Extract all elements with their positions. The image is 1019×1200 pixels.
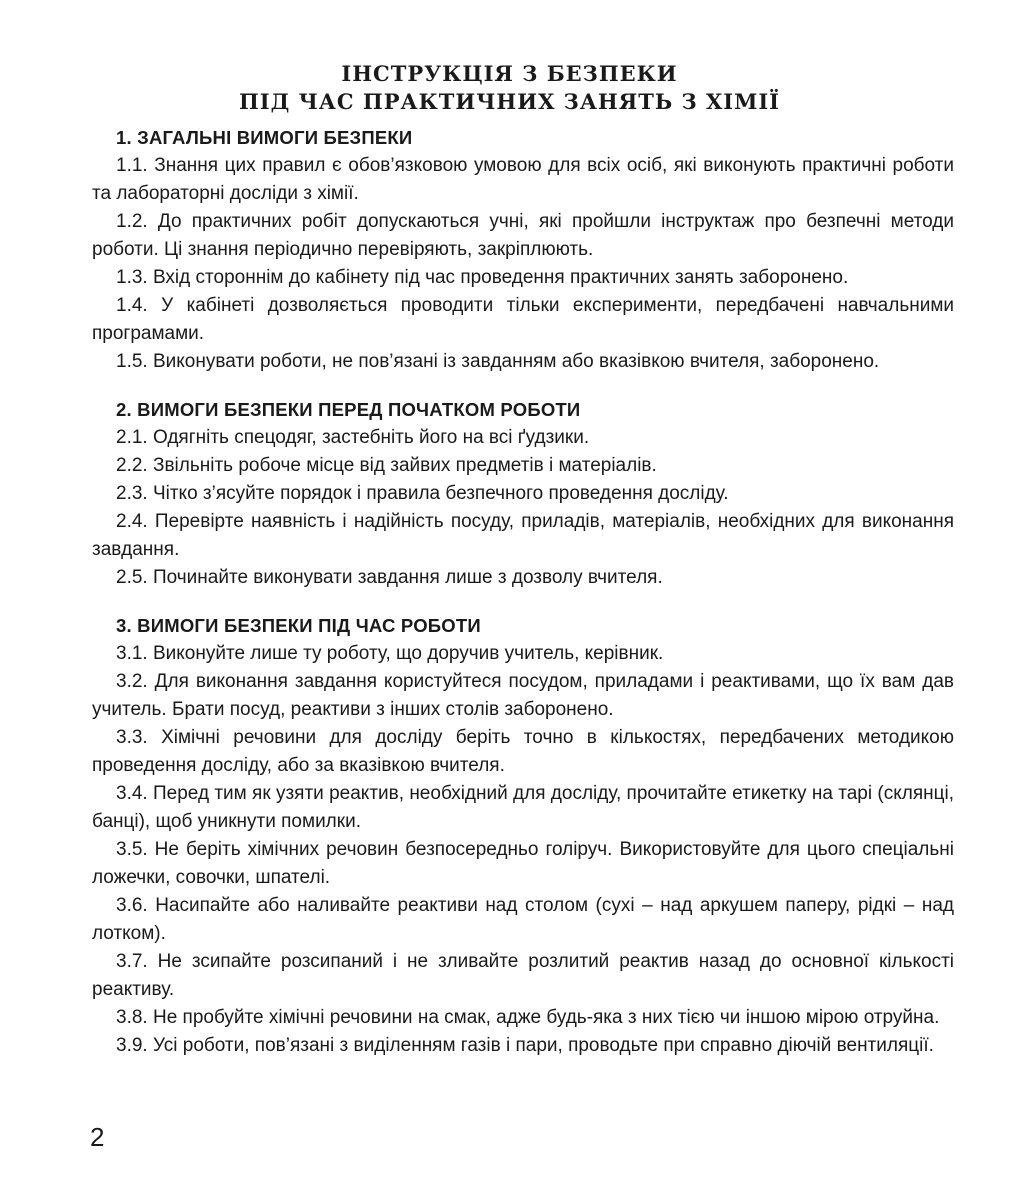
list-item: 1.3. Вхід стороннім до кабінету під час проведення практичних занять заборонено. — [116, 267, 849, 288]
list-item: 3.8. Не пробуйте хімічні речовини на смак, адже будь-яка з них тією чи іншою мірою отруйна. — [116, 1007, 940, 1028]
list-item: 2.3. Чітко з’ясуйте порядок і правила безпечного проведення досліду. — [116, 483, 729, 504]
section-before-work — [92, 396, 954, 592]
list-item: 2.1. Одягніть спецодяг, застебніть його на всі ґудзики. — [116, 427, 590, 448]
page-number: 2 — [90, 1122, 105, 1152]
list-item: 3.7. Не зсипайте розсипаний і не зливайте розлитий реактив назад до основної кількості реактиву. — [92, 951, 954, 1000]
list-item: 2.2. Звільніть робоче місце від зайвих предметів і матеріалів. — [116, 455, 657, 476]
document-body — [92, 124, 954, 1060]
section-during-work — [92, 612, 954, 1060]
document-title-line-2: ПІД ЧАС ПРАКТИЧНИХ ЗАНЯТЬ З ХІМІЇ — [238, 89, 781, 114]
list-item: 2.4. Перевірте наявність і надійність посуду, приладів, матеріалів, необхідних для виконання завдання. — [92, 511, 954, 560]
document-title-line-1: ІНСТРУКЦІЯ З БЕЗПЕКИ — [341, 61, 678, 86]
section-heading: 1. ЗАГАЛЬНІ ВИМОГИ БЕЗПЕКИ — [116, 127, 413, 148]
list-item: 3.6. Насипайте або наливайте реактиви над столом (сухі – над аркушем паперу, рідкі – над лотком). — [92, 895, 954, 944]
list-item: 3.5. Не беріть хімічних речовин безпосередньо голіруч. Використовуйте для цього спеціальні ложечки, совочки, шпателі. — [92, 839, 954, 888]
list-item: 3.4. Перед тим як узяти реактив, необхідний для досліду, прочитайте етикетку на тарі (склянці, банці), щоб уникнути помилки. — [92, 783, 954, 832]
section-heading: 2. ВИМОГИ БЕЗПЕКИ ПЕРЕД ПОЧАТКОМ РОБОТИ — [116, 399, 581, 420]
section-heading: 3. ВИМОГИ БЕЗПЕКИ ПІД ЧАС РОБОТИ — [116, 615, 481, 636]
list-item: 3.9. Усі роботи, пов’язані з виділенням газів і пари, проводьте при справно діючій вентиляції. — [116, 1035, 934, 1056]
list-item: 3.2. Для виконання завдання користуйтеся посудом, приладами і реактивами, що їх вам дав учитель. Брати посуд, реактиви з інших столів заборонено. — [92, 671, 954, 720]
section-general-requirements — [92, 124, 954, 376]
list-item: 3.3. Хімічні речовини для досліду беріть точно в кількостях, передбачених методикою проведення досліду, або за вказівкою вчителя. — [92, 727, 954, 776]
list-item: 1.1. Знання цих правил є обов’язковою умовою для всіх осіб, які виконують практичні роботи та лабораторні досліди з хімії. — [92, 155, 954, 204]
list-item: 2.5. Починайте виконувати завдання лише з дозволу вчителя. — [116, 567, 663, 588]
list-item: 1.4. У кабінеті дозволяється проводити тільки експерименти, передбачені навчальними програмами. — [92, 295, 954, 344]
list-item: 1.2. До практичних робіт допускаються учні, які пройшли інструктаж про безпечні методи роботи. Ці знання періодично перевіряють, закріплюють. — [92, 211, 954, 260]
list-item: 3.1. Виконуйте лише ту роботу, що доручив учитель, керівник. — [116, 643, 664, 664]
list-item: 1.5. Виконувати роботи, не пов’язані із завданням або вказівкою вчителя, заборонено. — [116, 351, 880, 372]
